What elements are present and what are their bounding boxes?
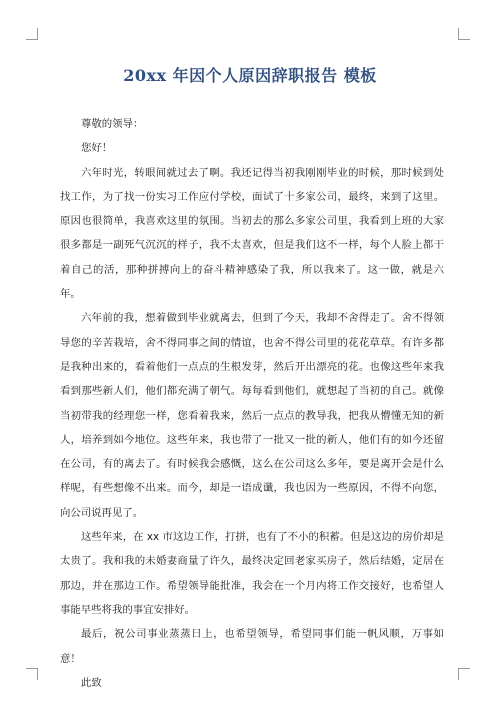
paragraph-4: 最后，祝公司事业蒸蒸日上，也希望领导，希望同事们能一帆风顺，万事如意！	[60, 628, 444, 665]
closing: 此致	[81, 676, 102, 689]
paragraph-1: 六年时光，转眼间就过去了啊。我还记得当初我刚刚毕业的时候，那时候到处找工作，为了找一份实习工作应付学校，面试了十多家公司，最终，来到了这里。原因也很简单，我喜欢这里的氛围。当初去的那么多家公司里，我看到上班的大家很多都是一副死气沉沉的样子，我不太喜欢，但是我们这不一样，每个人脸上都干着自己的活，那种拼搏向上的奋斗精神感染了我，所以我来了。这一做，就是六年。	[60, 166, 444, 301]
document-title: 20xx 年因个人原因辞职报告 模板	[123, 66, 377, 85]
crop-mark-top-left	[26, 28, 38, 40]
paragraph-3: 这些年来，在 xx 市这边工作，打拼，也有了不小的积蓄。但是这边的房价却是太贵了。我和我的未婚妻商量了许久，最终决定回老家买房子，然后结婚，定居在那边，并在那边工作。希望领导能批准，我会在一个月内将工作交接好，也希望人事能早些将我的事宜安排好。	[60, 531, 444, 616]
crop-mark-bottom-right	[458, 668, 470, 680]
paragraph-2: 六年前的我，想着做到毕业就离去，但到了今天，我却不舍得走了。舍不得领导您的辛苦栽培，舍不得同事之间的情谊，也舍不得公司里的花花草草。有许多都是我种出来的，看着他们一点点的生根发芽，然后开出漂亮的花。也像这些年来我看到那些新人们，他们都充满了朝气。每每看到他们，就想起了当初的自己。就像当初带我的经理您一样，您看着我来，然后一点点的教导我，把我从懵懂无知的新人，培养到如今地位。这些年来，我也带了一批又一批的新人，他们有的如今还留在公司，有的离去了。有时候我会感慨，这么在公司这么多年，要是离开会是什么样呢，有些想像不出来。而今，却是一语成谶，我也因为一些原因，不得不向您，向公司说再见了。	[60, 312, 444, 519]
document-body	[60, 112, 444, 695]
salutation: 尊敬的领导：	[81, 118, 144, 130]
crop-mark-top-right	[458, 28, 470, 40]
greeting: 您好！	[81, 142, 113, 155]
crop-mark-bottom-left	[26, 668, 38, 680]
